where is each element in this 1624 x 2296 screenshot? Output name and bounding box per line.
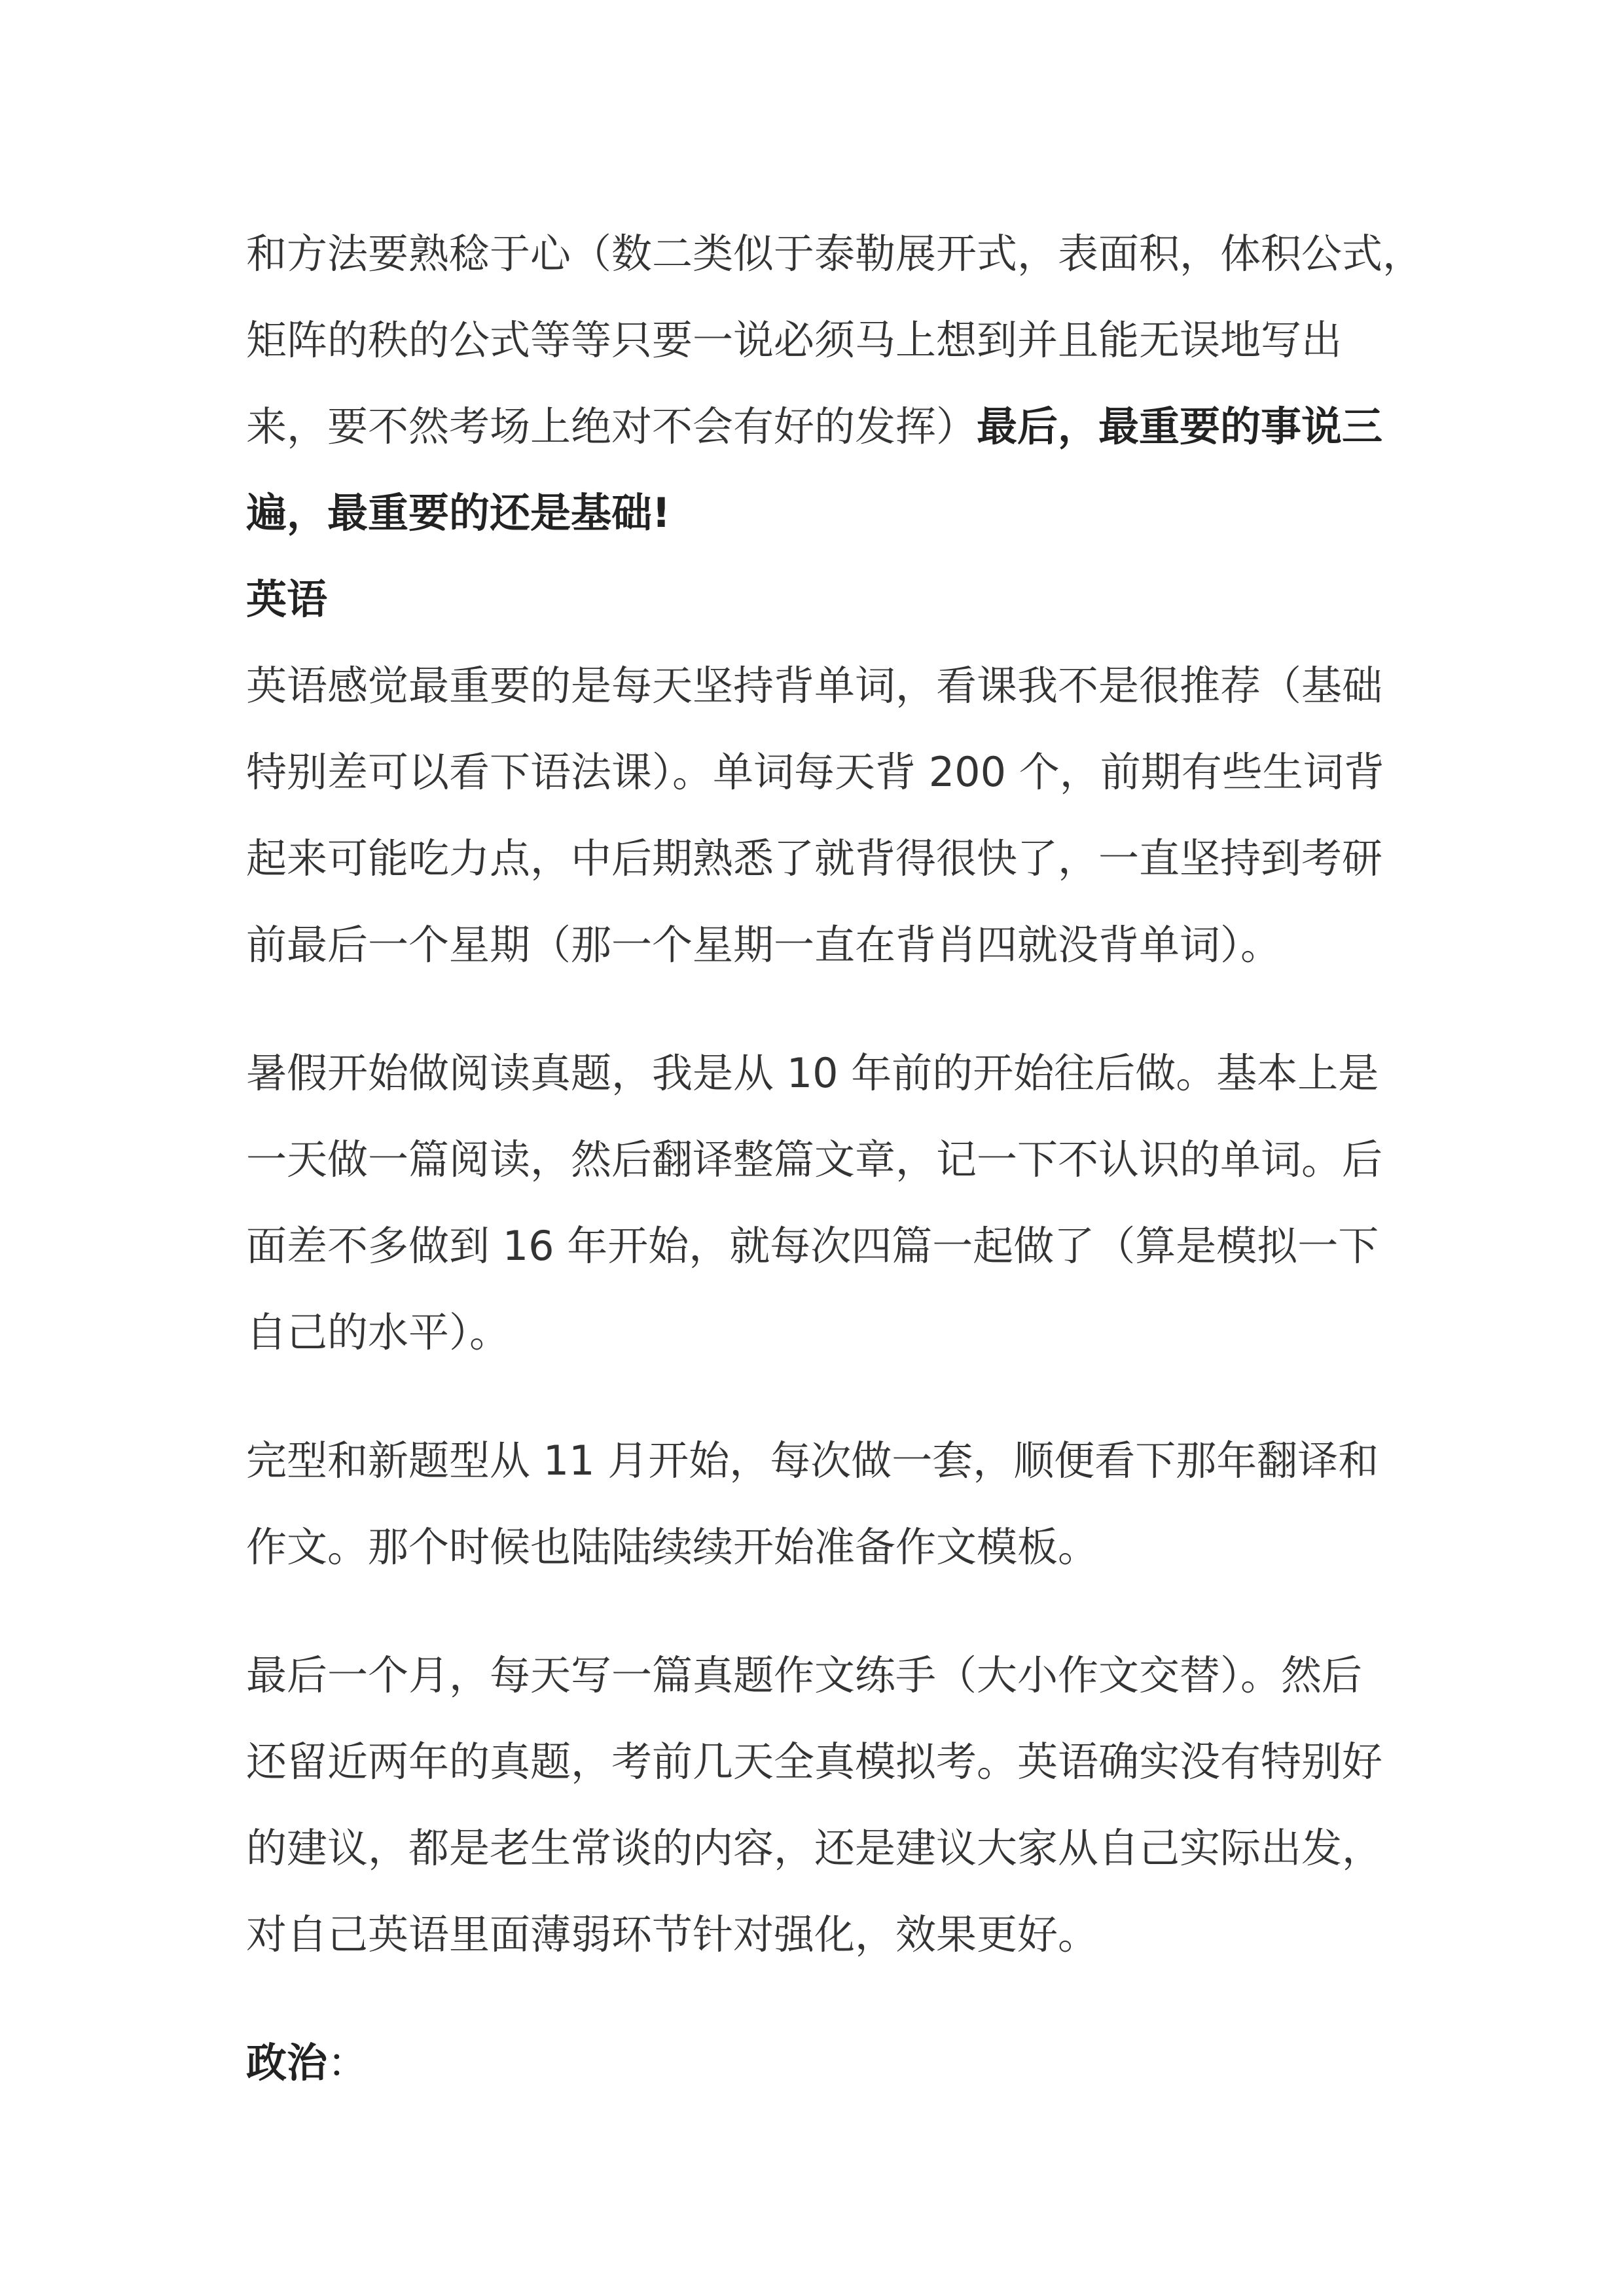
text-line: 的建议，都是老生常谈的内容，还是建议大家从自己实际出发， [246,1824,1383,1872]
section-heading-politics [246,2020,1390,2106]
text-line: 和方法要熟稔于心（数二类似于泰勒展开式，表面积，体积公式， [246,230,1424,278]
text-line [246,384,1390,470]
text-line: 前最后一个星期（那一个星期一直在背肖四就没背单词）。 [246,921,1282,969]
text-line: 一天做一篇阅读，然后翻译整篇文章，记一下不认识的单词。后 [246,1136,1383,1183]
paragraph-gap [246,1376,1390,1418]
english-paragraph-3 [246,1418,1390,1590]
politics-heading-text: 政治 [246,2039,328,2087]
text-line: 自己的水平）。 [246,1308,511,1356]
document-page [246,211,1424,2106]
paragraph-gap [246,1590,1390,1632]
text-line: 矩阵的秩的公式等等只要一说必须马上想到并且能无误地写出 [246,316,1343,364]
text-line: 还留近两年的真题，考前几天全真模拟考。英语确实没有特别好 [246,1738,1383,1785]
text-line: 特别差可以看下语法课）。单词每天背 200 个，前期有些生词背 [246,748,1384,796]
emphasis-line: 遍，最重要的还是基础! [246,489,671,537]
text-line: 暑假开始做阅读真题，我是从 10 年前的开始往后做。基本上是 [246,1049,1379,1097]
english-paragraph-1 [246,643,1390,988]
text-line: 面差不多做到 16 年开始，就每次四篇一起做了（算是模拟一下 [246,1222,1379,1270]
math-tail-paragraph [246,211,1424,556]
text-line: 最后一个月，每天写一篇真题作文练手（大小作文交替）。然后 [246,1651,1363,1699]
text-line: 起来可能吃力点，中后期熟悉了就背得很快了，一直坚持到考研 [246,834,1383,882]
politics-heading-colon: ： [327,2039,369,2087]
text-line: 对自己英语里面薄弱环节针对强化，效果更好。 [246,1910,1099,1958]
text-normal: 来，要不然考场上绝对不会有好的发挥） [246,403,977,450]
paragraph-gap [246,988,1390,1030]
paragraph-gap [246,1978,1390,2020]
text-line: 作文。那个时候也陆陆续续开始准备作文模板。 [246,1523,1099,1571]
emphasis-text: 最后，最重要的事说三 [977,403,1383,450]
text-line: 完型和新题型从 11 月开始，每次做一套，顺便看下那年翻译和 [246,1437,1379,1484]
english-paragraph-2 [246,1030,1390,1376]
text-line: 英语感觉最重要的是每天坚持背单词，看课我不是很推荐（基础 [246,662,1383,709]
section-heading-english: 英语 [246,575,328,623]
english-paragraph-4 [246,1632,1390,1978]
